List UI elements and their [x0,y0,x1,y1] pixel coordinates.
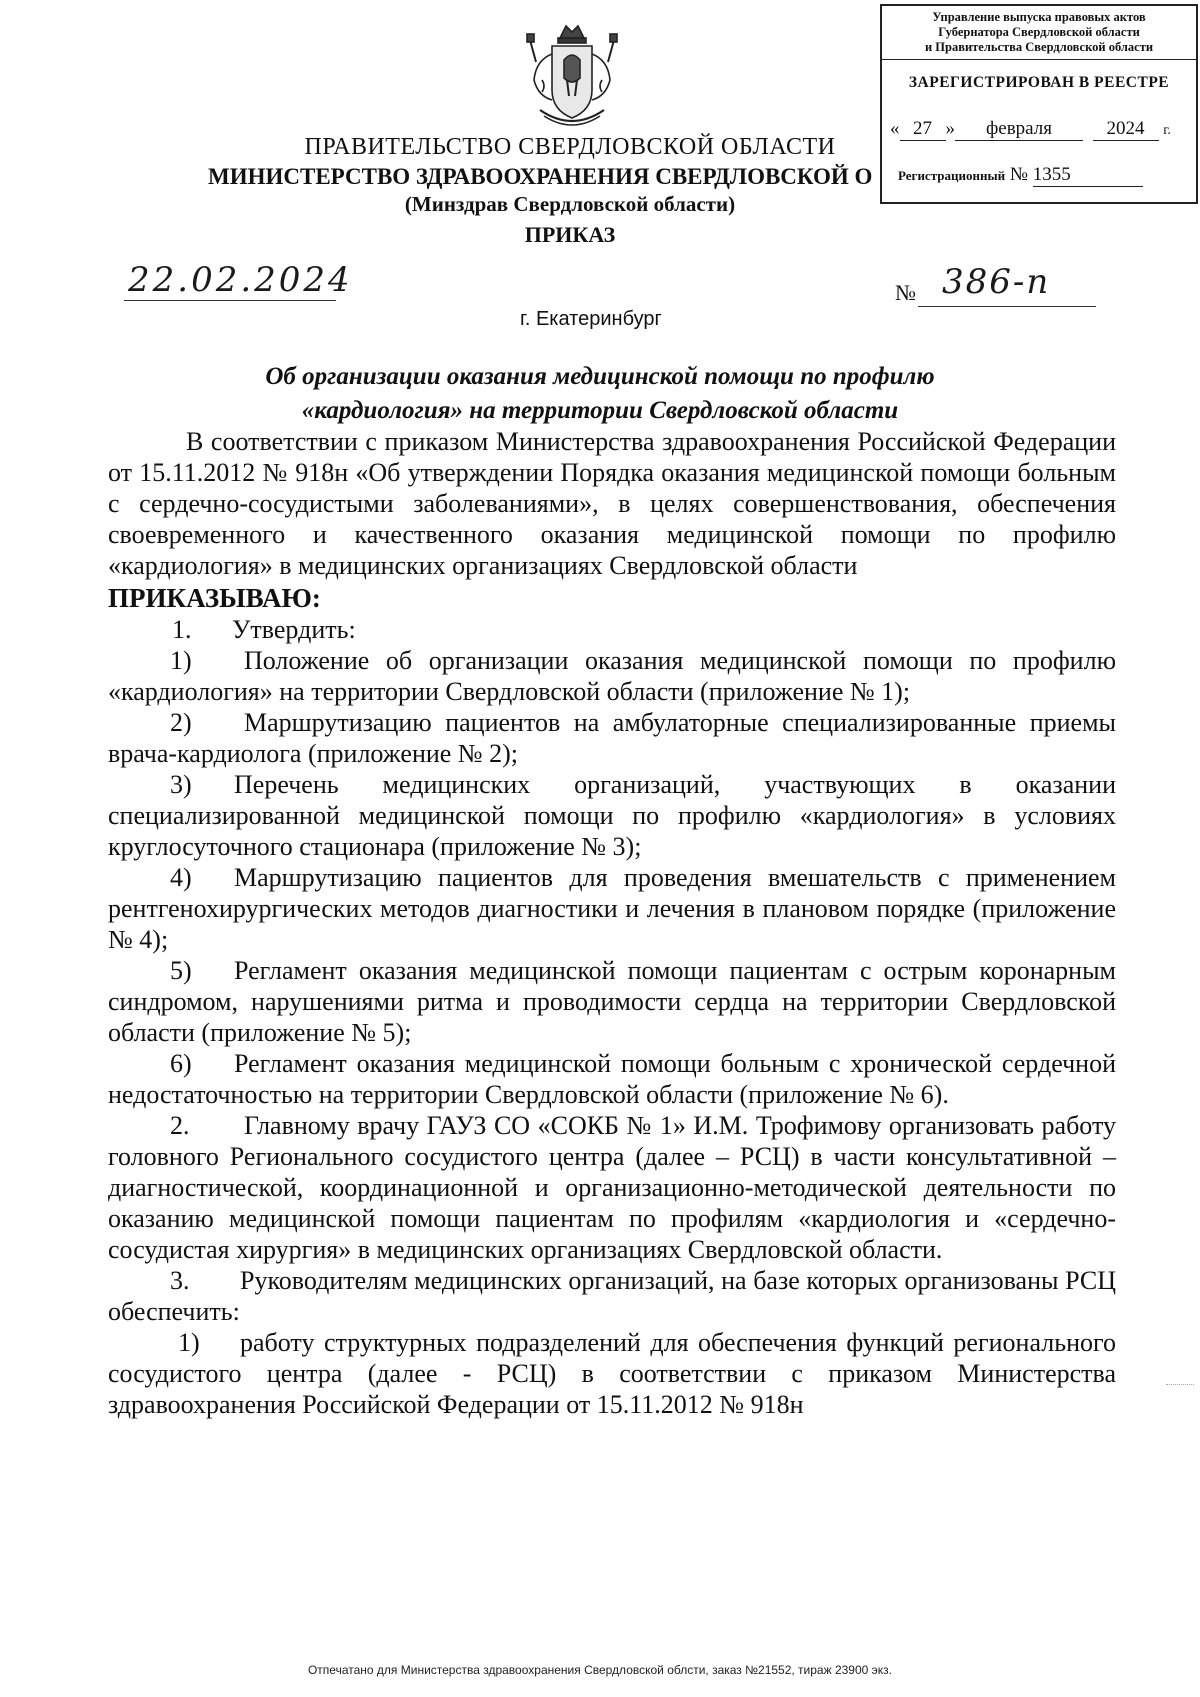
stamp-reg-number: 1355 [1033,164,1143,187]
sub-text: Положение об организации оказания медицинской помощи по профилю «кардиология» на территории Свердловской области (приложение № 1); [108,646,1116,706]
command: ПРИКАЗЫВАЮ: [108,583,321,613]
stamp-day: 27 [900,118,946,141]
ministry-name: МИНИСТЕРСТВО ЗДРАВООХРАНЕНИЯ СВЕРДЛОВСКОЙ О [208,164,873,189]
stamp-year: 2024 [1093,118,1159,141]
date-underline [124,300,336,301]
stamp-org-line: Управление выпуска правовых актов [932,10,1146,24]
item-number: 1. [172,615,192,644]
title-line: Об организации оказания медицинской помощи по профилю [265,363,935,390]
order-date-handwritten: 22.02.2024 [128,260,353,300]
sub-item-6 [108,1048,1116,1110]
item-2 [108,1110,1116,1265]
preamble: В соответствии с приказом Министерства здравоохранения Российской Федерации от 15.11.2012 № 918н «Об утверждении Порядка оказания медицинской помощи больным с сердечно-сосудистыми заболеваниями», в целях совершенствования, обеспечения своевременного и качественного оказания медицинской помощи по профилю «кардиология» в медицинских организациях Свердловской области [108,427,1116,580]
stamp-registered-label: ЗАРЕГИСТРИРОВАН В РЕЕСТРЕ [908,74,1170,91]
government-name: ПРАВИТЕЛЬСТВО СВЕРДЛОВСКОЙ ОБЛАСТИ [304,134,836,160]
sub-number: 4) [170,863,192,892]
sub-text: Маршрутизацию пациентов для проведения вмешательств с применением рентгенохирургических методов диагностики и лечения в плановом порядке (приложение № 4); [108,863,1116,954]
item-number: 2. [170,1111,190,1140]
item-number: 3. [170,1266,190,1295]
stamp-date: « 27 » февраля 2024 г. [890,118,1171,139]
stamp-reg-label: Регистрационный [898,168,1006,183]
registry-stamp [880,4,1198,204]
sub-text: Перечень медицинских организаций, участвующих в оказании специализированной медицинской помощи по профилю «кардиология» в условиях круглосуточного стационара (приложение № 3); [108,770,1116,861]
city: г. Екатеринбург [520,308,662,330]
sub-text: работу структурных подразделений для обеспечения функций регионального сосудистого центра (далее - РСЦ) в соответствии с приказом Министерства здравоохранения Российской Федерации от 15.11.2012 № 918н [108,1328,1116,1419]
document-type: ПРИКАЗ [524,222,616,247]
stamp-number [898,164,1143,187]
sub-text: Регламент оказания медицинской помощи пациентам с острым коронарным синдромом, нарушениями ритма и проводимости сердца на территории Свердловской области (приложение № 5); [108,956,1116,1047]
sub-text: Регламент оказания медицинской помощи больным с хронической сердечной недостаточностью на территории Свердловской области (приложение № 6). [108,1049,1116,1109]
document-title [150,360,1050,428]
sub-number: 5) [170,956,192,985]
sub-item-4 [108,862,1116,955]
sub-number: 6) [170,1049,192,1078]
order-number-handwritten: 386-п [942,262,1051,302]
ministry-short-name: (Минздрав Свердловской области) [404,192,736,216]
item-text: Главному врачу ГАУЗ СО «СОКБ № 1» И.М. Трофимову организовать работу головного Регионального сосудистого центра (далее – РСЦ) в части консультативной – диагностической, координационной и организационно-методической деятельности по оказанию медицинской помощи пациентам по профилям «кардиология и «сердечно-сосудистая хирургия» в медицинских организациях Свердловской области. [108,1111,1116,1264]
item-3 [108,1265,1116,1327]
sub-item-5 [108,955,1116,1048]
stamp-organization [882,6,1196,60]
sub-number: 1) [178,1328,200,1357]
stamp-num-sign: № [1009,164,1028,185]
sub-number: 3) [170,770,192,799]
scan-artifact [1166,1384,1194,1385]
item-1 [108,614,1116,645]
sub-item-2 [108,707,1116,769]
sub-item-1 [108,645,1116,707]
sub-number: 1) [170,646,192,675]
document-body [108,426,1116,1420]
sub-text: Маршрутизацию пациентов на амбулаторные специализированные приемы врача-кардиолога (приложение № 2); [108,708,1116,768]
print-footer: Отпечатано для Министерства здравоохранения Свердловской облсти, заказ №21552, тираж 23900 экз. [307,1663,893,1677]
item-text: Руководителям медицинских организаций, на базе которых организованы РСЦ обеспечить: [108,1266,1116,1326]
stamp-org-line: и Правительства Свердловской области [924,40,1154,54]
stamp-month: февраля [955,118,1083,141]
stamp-year-suffix: г. [1163,123,1171,138]
title-line: «кардиология» на территории Свердловской области [301,397,899,424]
order-number-label: № [895,280,916,305]
coat-of-arms-icon [522,20,622,132]
sub-item-3-1 [108,1327,1116,1420]
item-text: Утвердить: [232,615,356,644]
sub-number: 2) [170,708,192,737]
sub-item-3 [108,769,1116,862]
stamp-org-line: Губернатора Свердловской области [938,25,1140,39]
number-underline [918,306,1096,307]
